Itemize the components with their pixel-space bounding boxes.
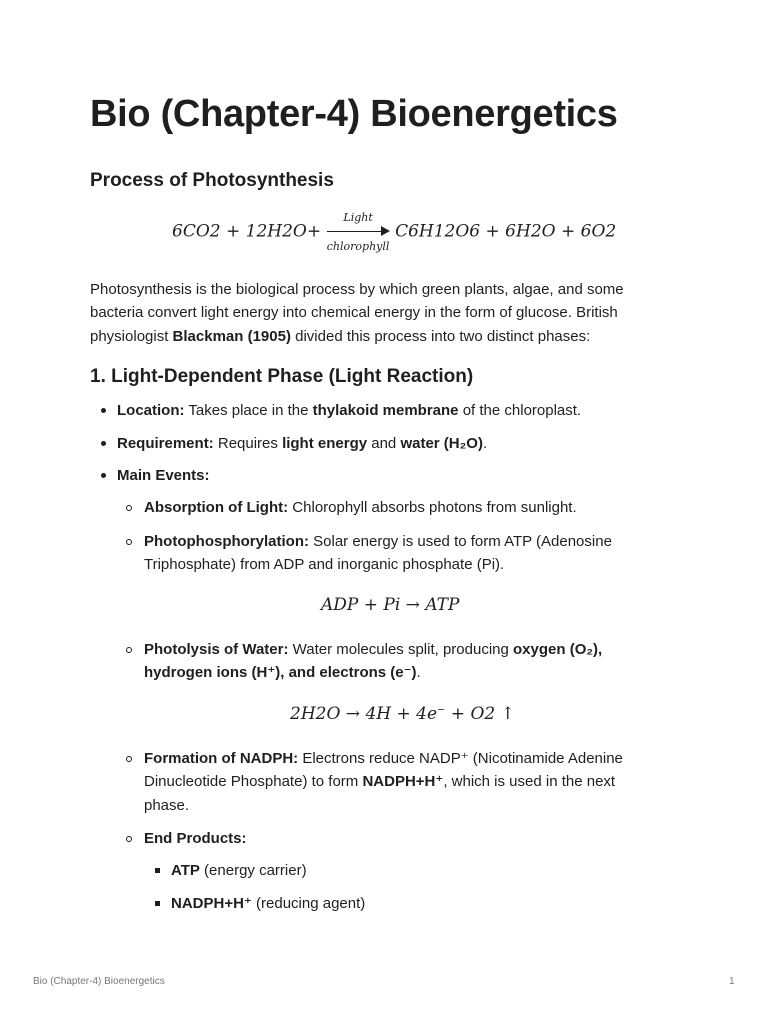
list-item-end-products: End Products: — [144, 827, 644, 850]
list-item-photophosphorylation: Photophosphorylation: Solar energy is used to form ATP (Adenosine Triphosphate) from ADP and inorganic phosphate (Pi). — [144, 530, 654, 577]
photosynthesis-equation — [172, 211, 616, 253]
list-item-requirement: Requirement: Requires light energy and water (H₂O). — [117, 432, 677, 455]
photolysis-equation: 2H2O → 4H + 4e− + O2 ↑ — [290, 704, 515, 724]
footer-title: Bio (Chapter-4) Bioenergetics — [33, 976, 165, 987]
list-item-atp: ATP (energy carrier) — [171, 859, 651, 882]
equation-left: 6CO2 + 12H2O+ — [172, 221, 322, 242]
arrow-top-label: Light — [343, 211, 373, 224]
arrow-bottom-label: chlorophyll — [326, 240, 390, 253]
section-heading: 1. Light-Dependent Phase (Light Reaction) — [90, 366, 474, 387]
footer-page-number: 1 — [729, 976, 735, 987]
equation-right: C6H12O6 + 6H2O + 6O2 — [395, 221, 617, 242]
list-item-nadph-product: NADPH+H⁺ (reducing agent) — [171, 892, 651, 915]
list-item-absorption: Absorption of Light: Chlorophyll absorbs photons from sunlight. — [144, 496, 664, 519]
atp-equation: ADP + Pi → ATP — [321, 595, 460, 615]
list-item-location: Location: Takes place in the thylakoid membrane of the chloroplast. — [117, 399, 677, 422]
section-subtitle: Process of Photosynthesis — [90, 170, 334, 191]
list-item-main-events: Main Events: — [117, 464, 677, 487]
list-item-photolysis: Photolysis of Water: Water molecules split, producing oxygen (O₂), hydrogen ions (H⁺), and electrons (e⁻). — [144, 638, 644, 685]
intro-paragraph: Photosynthesis is the biological process by which green plants, algae, and some bacteria convert light energy into chemical energy in the form of glucose. British physiologist Blackman (1905) divided this process into two distinct phases: — [90, 281, 624, 345]
page-title: Bio (Chapter-4) Bioenergetics — [90, 93, 618, 135]
equation-arrow — [325, 211, 391, 253]
list-item-nadph: Formation of NADPH: Electrons reduce NADP⁺ (Nicotinamide Adenine Dinucleotide Phosphate) to form NADPH+H⁺, which is used in the next phase. — [144, 747, 654, 817]
